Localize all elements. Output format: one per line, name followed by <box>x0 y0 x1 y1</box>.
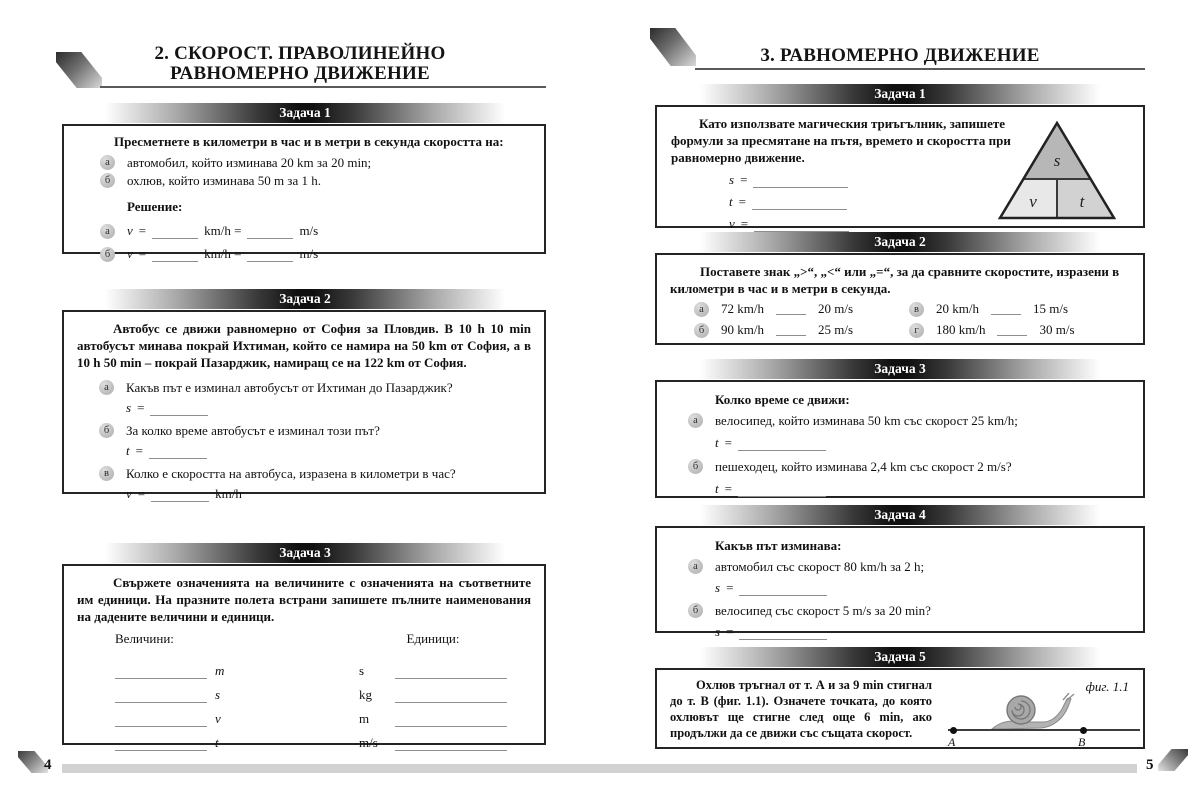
speed-right: 20 m/s <box>817 301 854 316</box>
speed-left: 90 km/h <box>721 322 764 337</box>
speed-left: 72 km/h <box>721 301 764 316</box>
equals-sign: = <box>138 223 147 238</box>
question-text: Колко е скоростта на автобуса, изразена в километри в час? <box>126 466 456 481</box>
name-blank[interactable] <box>115 715 207 727</box>
answer-blank[interactable] <box>739 628 827 640</box>
answer-blank[interactable] <box>150 404 208 416</box>
triangle-label-t: t <box>1079 192 1085 211</box>
sign-blank[interactable] <box>991 303 1021 315</box>
compare-row <box>694 301 909 317</box>
unit-symbol: m/s <box>359 735 378 750</box>
task3-box <box>62 564 546 750</box>
equals-sign: = <box>724 435 732 450</box>
item-badge: а <box>688 559 703 574</box>
variable: s <box>715 624 721 639</box>
quantity-symbol: v <box>215 711 221 726</box>
equals-sign: = <box>138 246 147 261</box>
answer-blank[interactable] <box>752 198 847 210</box>
formula <box>127 246 318 262</box>
formula-row <box>78 223 530 239</box>
variable: v <box>127 223 133 238</box>
unit-row <box>359 703 507 727</box>
task-banner-label: Задача 5 <box>874 649 926 664</box>
item-text: охлюв, който изминава 50 m за 1 h. <box>127 173 321 188</box>
task5-text: Охлюв тръгнал от т. А и за 9 min стигнал до т. В (фиг. 1.1). Означете точката, до която охлювът ще стигне след още 6 min, ако продължи да се движи със същата скорост. <box>670 678 932 740</box>
quantity-row <box>115 655 224 679</box>
answer-blank[interactable] <box>754 220 849 232</box>
snail-illustration <box>988 693 1080 731</box>
item-text: велосипед със скорост 5 m/s за 20 min? <box>715 603 931 618</box>
unit-text: km/h = <box>204 223 242 238</box>
item-text: пешеходец, който изминава 2,4 km със скорост 2 m/s? <box>715 459 1012 474</box>
compare-row <box>909 301 1124 317</box>
path-line <box>948 729 1140 749</box>
task-banner-label: Задача 3 <box>279 545 331 560</box>
quantity-row <box>115 727 224 751</box>
name-blank[interactable] <box>395 691 507 703</box>
quantity-symbol: t <box>215 735 219 750</box>
question-text: Какъв път е изминал автобусът от Ихтиман до Пазарджик? <box>126 380 453 395</box>
sign-blank[interactable] <box>776 324 806 336</box>
chapter-title-left <box>0 44 600 84</box>
task-banner-label: Задача 1 <box>279 105 331 120</box>
page-number-left: 4 <box>44 757 52 773</box>
equals-sign: = <box>724 481 732 496</box>
equals-sign: = <box>137 486 146 501</box>
sign-blank[interactable] <box>776 303 806 315</box>
task1-box <box>62 124 546 261</box>
variable: t <box>715 435 719 450</box>
question-text: За колко време автобусът е изминал този път? <box>126 423 380 438</box>
variable: v <box>729 216 735 231</box>
answer-blank[interactable] <box>247 227 293 239</box>
item-badge: б <box>100 173 115 188</box>
formula-row <box>670 624 1130 640</box>
list-item <box>78 154 530 171</box>
solution-label: Решение: <box>127 199 183 214</box>
task4-header: Какъв път изминава: <box>715 538 842 553</box>
task-banner <box>105 289 505 309</box>
speed-right: 25 m/s <box>817 322 854 337</box>
task5-box <box>655 668 1145 749</box>
item-badge: б <box>694 323 709 338</box>
item-badge: г <box>909 323 924 338</box>
formula-row <box>670 481 1130 497</box>
formula-row <box>671 216 1016 232</box>
name-blank[interactable] <box>115 691 207 703</box>
chapter-title-line1: 2. СКОРОСТ. ПРАВОЛИНЕЙНО <box>154 43 446 64</box>
answer-blank[interactable] <box>738 439 826 451</box>
quantity-symbol: m <box>215 663 225 678</box>
sign-blank[interactable] <box>997 324 1027 336</box>
list-item <box>670 458 1130 475</box>
item-badge: а <box>688 413 703 428</box>
task-banner-label: Задача 2 <box>874 234 926 249</box>
equals-sign: = <box>137 400 145 415</box>
triangle-label-s: s <box>1053 151 1061 170</box>
figure-label: фиг. 1.1 <box>1085 679 1129 694</box>
item-text: автомобил, който изминава 20 km за 20 min; <box>127 155 372 170</box>
formula-row <box>77 400 531 416</box>
equals-sign: = <box>740 172 748 187</box>
item-badge: в <box>909 302 924 317</box>
formula-row <box>671 194 1016 210</box>
compare-row <box>694 322 909 338</box>
answer-blank[interactable] <box>739 584 827 596</box>
chapter-title-right <box>600 46 1200 66</box>
variable: s <box>715 580 721 595</box>
formula-row <box>671 172 1016 188</box>
task3-header: Колко време се движи: <box>715 392 850 407</box>
variable: s <box>729 172 735 187</box>
task1-box <box>655 105 1145 231</box>
task-banner <box>105 103 505 123</box>
answer-blank[interactable] <box>152 227 198 239</box>
speed-right: 30 m/s <box>1039 322 1075 337</box>
task1-intro: Пресметнете в километри в час и в метри в секунда скоростта на: <box>114 134 504 149</box>
formula-row <box>670 435 1130 451</box>
quantities-header: Величини: <box>115 631 174 646</box>
task-banner <box>700 232 1100 252</box>
task-banner <box>700 359 1100 379</box>
compare-grid <box>670 297 1130 338</box>
item-text: велосипед, който изминава 50 km със скорост 25 km/h; <box>715 413 1018 428</box>
task-banner <box>105 543 505 563</box>
speed-left: 20 km/h <box>936 301 979 316</box>
magic-triangle-diagram <box>996 119 1118 221</box>
unit-symbol: kg <box>359 687 372 702</box>
equals-sign: = <box>135 443 143 458</box>
item-badge: а <box>694 302 709 317</box>
unit-row <box>359 655 507 679</box>
variable: v <box>126 486 132 501</box>
list-item <box>77 379 531 396</box>
variable: t <box>729 194 733 209</box>
task1-intro: Като използвате магическия триъгълник, запишете формули за пресмятане на пътя, времето и скоростта при равномерно движение. <box>671 116 1011 165</box>
title-rule <box>100 86 546 88</box>
task4-box <box>655 526 1145 639</box>
item-badge: а <box>100 224 115 239</box>
name-blank[interactable] <box>395 739 507 751</box>
list-item <box>670 602 1130 619</box>
formula-row <box>670 580 1130 596</box>
unit-symbol: m <box>359 711 370 726</box>
item-text: автомобил със скорост 80 km/h за 2 h; <box>715 559 925 574</box>
task2-intro: Поставете знак „>“, „<“ или „=“, за да сравните скоростите, изразени в километри в час и в метри в секунда. <box>670 264 1120 296</box>
equals-sign: = <box>740 216 749 231</box>
answer-blank[interactable] <box>149 447 207 459</box>
variable: t <box>715 481 719 496</box>
task-banner-label: Задача 3 <box>874 361 926 376</box>
task2-box <box>655 253 1145 345</box>
compare-col <box>909 301 1124 338</box>
unit-text: km/h <box>215 486 242 501</box>
task-banner <box>700 84 1100 104</box>
units-header: Единици: <box>406 631 460 646</box>
item-badge: б <box>688 459 703 474</box>
unit-row <box>359 679 507 703</box>
item-badge: а <box>99 380 114 395</box>
speed-right: 15 m/s <box>1032 301 1069 316</box>
formula-row <box>77 443 531 459</box>
point-a-label: A <box>948 735 956 749</box>
quantity-symbol: s <box>215 687 221 702</box>
answer-blank[interactable] <box>152 250 198 262</box>
item-badge: б <box>100 247 115 262</box>
match-columns <box>77 625 531 751</box>
answer-blank[interactable] <box>753 176 848 188</box>
unit-row <box>359 727 507 751</box>
speed-left: 180 km/h <box>936 322 986 337</box>
chapter-title-line1: 3. РАВНОМЕРНО ДВИЖЕНИЕ <box>760 45 1040 66</box>
point-b-label: B <box>1078 735 1086 749</box>
item-badge: б <box>99 423 114 438</box>
answer-blank[interactable] <box>247 250 293 262</box>
list-item <box>78 172 530 189</box>
task-banner-label: Задача 1 <box>874 86 926 101</box>
variable: v <box>127 246 133 261</box>
unit-text: m/s <box>299 246 319 261</box>
right-page <box>600 0 1200 807</box>
footer-bar <box>62 764 1137 773</box>
chapter-title-line2: РАВНОМЕРНО ДВИЖЕНИЕ <box>170 63 430 84</box>
answer-blank[interactable] <box>738 485 826 497</box>
page-number-right: 5 <box>1146 757 1154 773</box>
task3-intro: Свържете означенията на величините с означенията на съответните им единици. На празните полета встрани запишете пълните наименования на дадените величини и единици. <box>77 575 531 624</box>
title-rule <box>695 68 1145 70</box>
task3-box <box>655 380 1145 498</box>
item-badge: в <box>99 466 114 481</box>
task-banner <box>700 505 1100 525</box>
item-badge: б <box>688 603 703 618</box>
list-item <box>670 412 1130 429</box>
task-banner-label: Задача 2 <box>279 291 331 306</box>
item-badge: а <box>100 155 115 170</box>
list-item <box>670 558 1130 575</box>
name-blank[interactable] <box>115 667 207 679</box>
equals-sign: = <box>738 194 746 209</box>
formula-row <box>77 486 531 502</box>
task2-box <box>62 310 546 501</box>
point-a-dot <box>950 727 957 734</box>
task-banner-label: Задача 4 <box>874 507 926 522</box>
unit-symbol: s <box>359 663 365 678</box>
unit-text: km/h = <box>204 246 242 261</box>
task-banner <box>700 647 1100 667</box>
figure-1-1 <box>946 677 1133 749</box>
compare-row <box>909 322 1124 338</box>
triangle-label-v: v <box>1029 192 1037 211</box>
equals-sign: = <box>726 580 734 595</box>
variable: s <box>126 400 132 415</box>
unit-text: m/s <box>299 223 319 238</box>
quantities-column <box>115 631 224 751</box>
name-blank[interactable] <box>395 715 507 727</box>
point-b-dot <box>1080 727 1087 734</box>
formula-row <box>78 246 530 262</box>
name-blank[interactable] <box>395 667 507 679</box>
equals-sign: = <box>726 624 734 639</box>
units-column <box>359 631 507 751</box>
task2-intro: Автобус се движи равномерно от София за Пловдив. В 10 h 10 min автобусът минава покрай Ихтиман, който се намира на 50 km от София, а в 10 h 50 min – покрай Пазарджик, намиращ се на 122 km от София. <box>77 321 531 370</box>
list-item <box>77 422 531 439</box>
variable: t <box>126 443 130 458</box>
name-blank[interactable] <box>115 739 207 751</box>
quantity-row <box>115 703 224 727</box>
compare-col <box>694 301 909 338</box>
formula <box>127 223 318 239</box>
quantity-row <box>115 679 224 703</box>
list-item <box>77 465 531 482</box>
answer-blank[interactable] <box>151 490 209 502</box>
